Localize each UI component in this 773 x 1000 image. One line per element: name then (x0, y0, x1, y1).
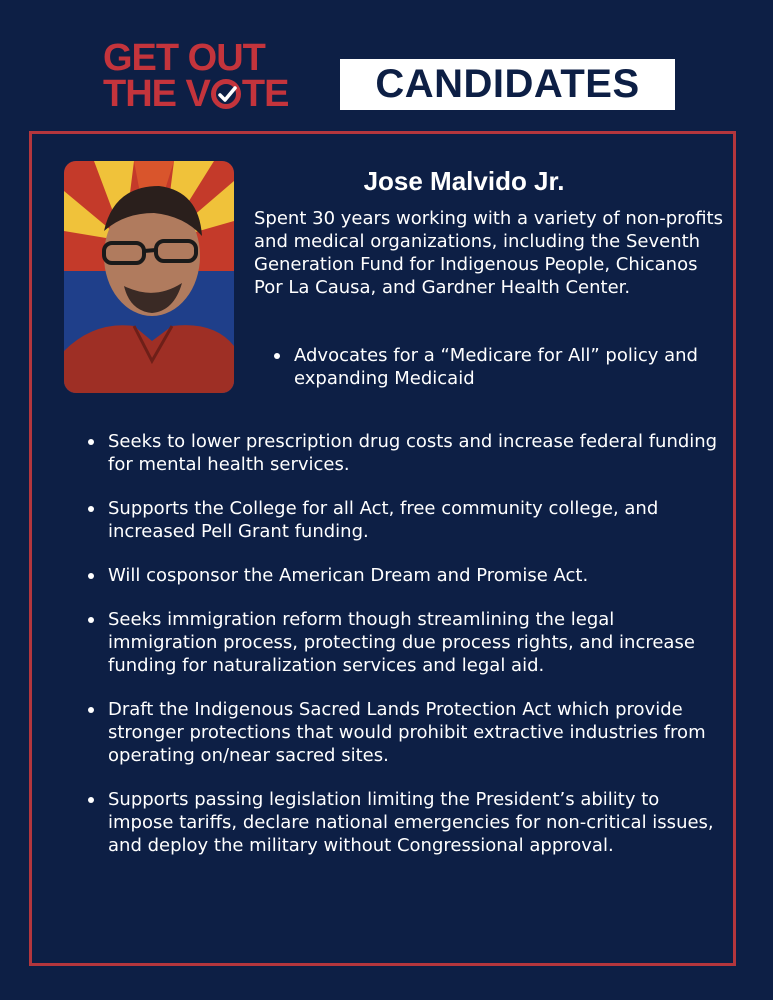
list-item: Supports passing legislation limiting the President’s ability to impose tariffs, declare national emergencies for non-critical issues, and deploy the military without Congressional approval. (86, 788, 726, 857)
logo-line-2-start: THE V (103, 73, 210, 115)
list-item: Supports the College for all Act, free community college, and increased Pell Grant funding. (86, 497, 726, 543)
candidates-heading: CANDIDATES (340, 59, 675, 110)
list-item: Seeks to lower prescription drug costs and increase federal funding for mental health services. (86, 430, 726, 476)
list-item: Will cosponsor the American Dream and Promise Act. (86, 564, 726, 587)
list-item: Draft the Indigenous Sacred Lands Protection Act which provide stronger protections that would prohibit extractive industries from operating on/near sacred sites. (86, 698, 726, 767)
policy-bullet-list (86, 430, 726, 878)
candidate-name: Jose Malvido Jr. (363, 166, 565, 196)
logo-line-1: GET OUT (103, 37, 265, 79)
logo-line-2 (103, 73, 313, 115)
candidate-photo (64, 161, 234, 393)
get-out-the-vote-logo (103, 37, 313, 116)
list-item: Seeks immigration reform though streamlining the legal immigration process, protecting due process rights, and increase funding for naturalization services and legal aid. (86, 608, 726, 677)
checkmark-circle-icon (211, 79, 241, 109)
logo-line-2-end: TE (241, 73, 289, 115)
top-bullet-list (272, 344, 712, 411)
candidate-bio: Spent 30 years working with a variety of non-profits and medical organizations, including the Seventh Generation Fund for Indigenous People, Chicanos Por La Causa, and Gardner Health Center. (254, 208, 723, 298)
list-item: Advocates for a “Medicare for All” policy and expanding Medicaid (272, 344, 712, 390)
header (0, 0, 773, 130)
